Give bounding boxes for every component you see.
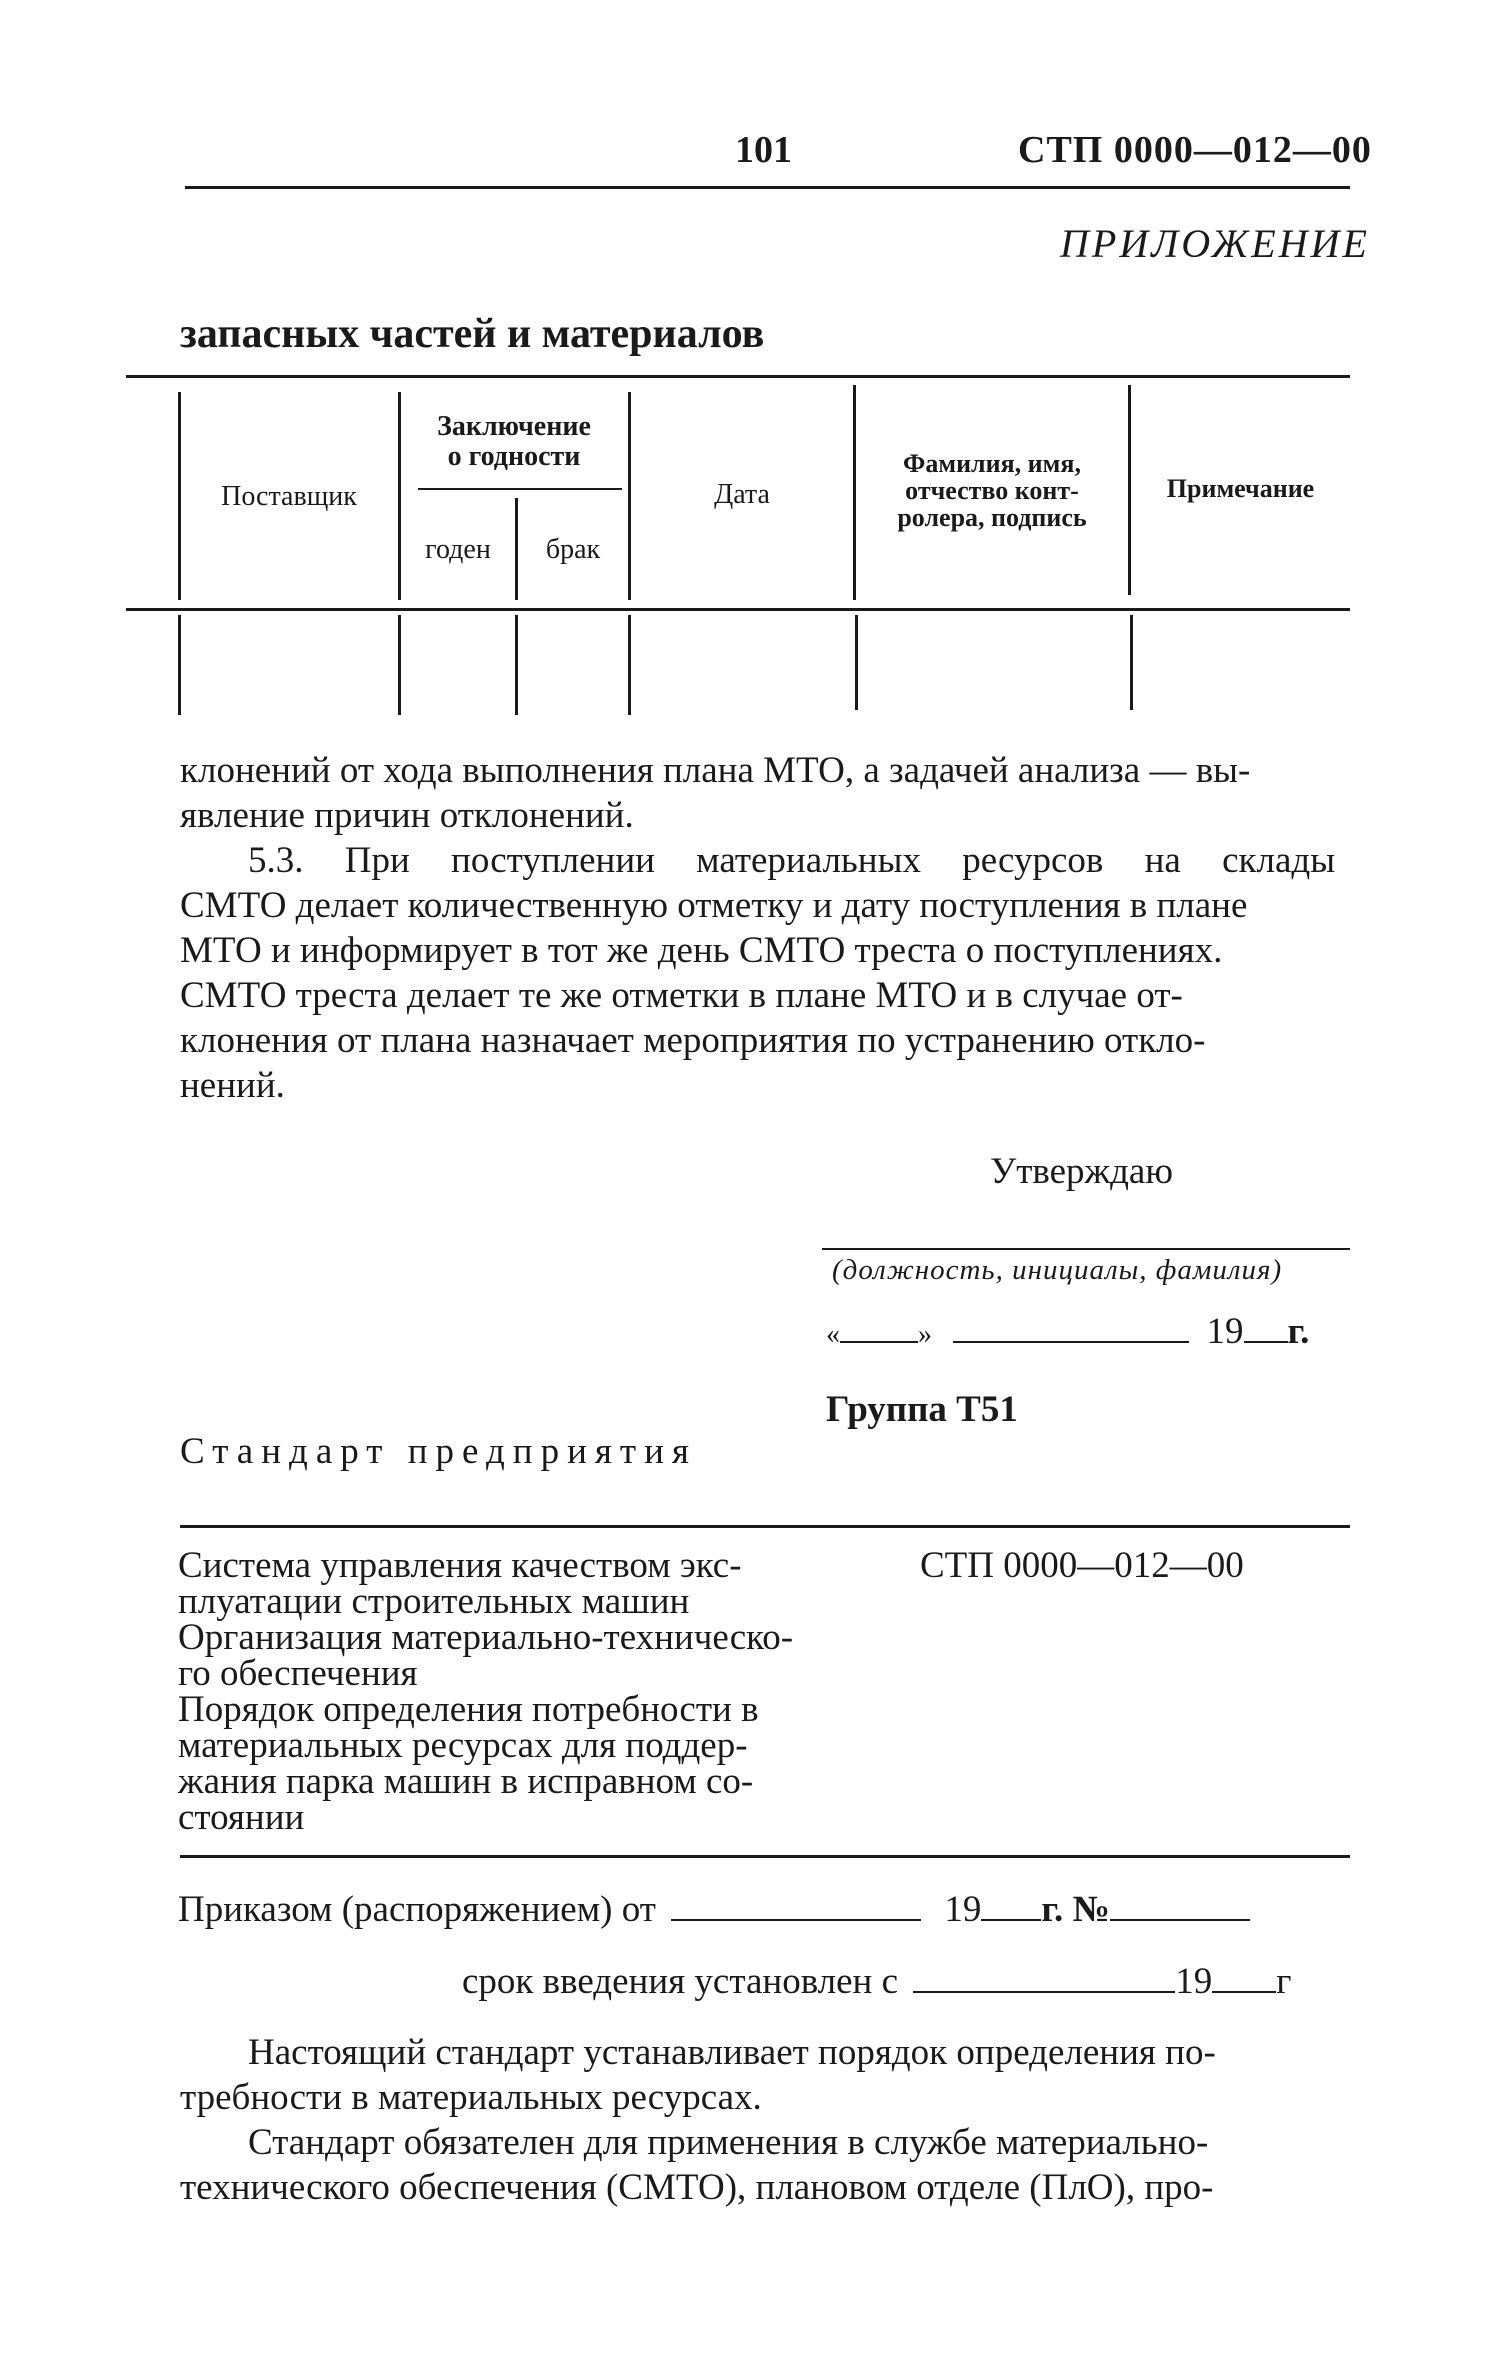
table-vline [178,392,181,600]
date-day-blank [840,1337,918,1343]
section-title: запасных частей и материалов [180,311,765,357]
text-line: технического обеспечения (СМТО), плановом отделе (ПлО), про- [180,2167,1214,2208]
order-line [178,1888,1250,1931]
order-number-blank [1110,1915,1250,1921]
text-line: го обеспечения [178,1653,418,1694]
text-line: клонений от хода выполнения плана МТО, а задачей анализа — вы- [180,750,1251,791]
table-vline [178,615,181,715]
body-paragraph [180,838,1350,1108]
text-line: СМТО делает количественную отметку и дату поступления в плане [180,885,1248,926]
order-year-prefix: 19 [944,1889,982,1930]
table-top-rule [126,375,1350,378]
appendix-label: ПРИЛОЖЕНИЕ [1060,221,1370,266]
column-header-inspector-line: Фамилия, имя, [903,449,1081,478]
column-header-date: Дата [714,479,770,510]
intro-suffix: г [1276,1961,1292,2002]
header-rule [185,186,1350,189]
intro-year-blank [1212,1987,1276,1993]
table-subheader-rule [418,488,622,490]
standard-bottom-rule [180,1855,1350,1858]
header-doc-code: СТП 0000—012—00 [1018,129,1372,171]
date-close-quote: » [918,1319,932,1350]
text-line: Организация материально-техническо- [178,1617,794,1658]
intro-prefix: срок введения установлен с [462,1961,899,2002]
column-header-supplier: Поставщик [221,481,357,512]
date-year-blank [1244,1337,1288,1343]
table-vline [855,615,858,710]
text-line: Порядок определения потребности в [178,1689,759,1730]
order-year-suffix: г. № [1041,1889,1110,1930]
table-vline [398,392,401,600]
standard-code: СТП 0000—012—00 [920,1545,1244,1586]
order-year-blank [981,1915,1041,1921]
table-vline [1130,615,1133,710]
group-label: Группа Т51 [826,1389,1018,1430]
text-line: Система управления качеством экс- [178,1545,742,1586]
column-header-conclusion-line: о годности [447,441,581,472]
intro-date-line [462,1960,1291,2003]
column-header-conclusion-line: Заключение [437,411,591,442]
approval-label: Утверждаю [990,1151,1173,1192]
date-open-quote: « [826,1319,840,1350]
body-paragraph [180,748,1350,838]
column-header-reject: брак [545,534,601,565]
body-paragraph [180,2120,1350,2210]
standard-title [178,1545,818,1838]
column-header-inspector-line: ролера, подпись [897,503,1087,532]
body-paragraph [180,2030,1350,2120]
text-line: Настоящий стандарт устанавливает порядок определения по- [248,2032,1216,2073]
table-vline [398,615,401,715]
table-header-bottom-rule [126,608,1350,611]
table-vline [515,498,518,600]
table-vline [628,392,631,600]
order-prefix: Приказом (распоряжением) от [178,1889,656,1930]
approval-position-hint: (должность, инициалы, фамилия) [832,1254,1283,1286]
text-line: требности в материальных ресурсах. [180,2077,762,2118]
intro-date-blank [913,1987,1175,1993]
order-date-blank [671,1915,921,1921]
text-line: явление причин отклонений. [180,795,634,836]
text-line: Стандарт обязателен для применения в службе материально- [248,2122,1209,2163]
text-line: нений. [180,1065,285,1106]
intro-year: 19 [1175,1961,1213,2002]
column-header-conclusion [403,412,625,472]
approval-signature-line [822,1248,1350,1250]
date-year-suffix: г. [1287,1311,1310,1352]
text-line: плуатации строительных машин [178,1581,690,1622]
text-line: МТО и информирует в тот же день СМТО треста о поступлениях. [180,930,1223,971]
text-line: стоянии [178,1797,305,1838]
table-vline [853,385,856,600]
table-vline [1128,385,1131,595]
column-header-fit: годен [425,534,491,565]
text-line: материальных ресурсах для поддер- [178,1725,748,1766]
table-vline [628,615,631,715]
page-number: 101 [735,129,792,171]
column-header-inspector [858,450,1126,531]
column-header-inspector-line: отчество конт- [905,476,1079,505]
standard-label: Стандарт предприятия [180,1431,697,1472]
text-line: 5.3. При поступлении материальных ресурсов на склады [248,840,1336,881]
text-line: СМТО треста делает те же отметки в плане МТО и в случае от- [180,975,1183,1016]
text-line: клонения от плана назначает мероприятия по устранению откло- [180,1020,1206,1061]
text-line: жания парка машин в исправном со- [178,1761,754,1802]
date-month-blank [953,1337,1189,1343]
approval-date-line [826,1310,1309,1353]
date-year-prefix: 19 [1206,1311,1244,1352]
column-header-note: Примечание [1166,474,1315,503]
standard-top-rule [180,1525,1350,1528]
table-vline [515,615,518,715]
